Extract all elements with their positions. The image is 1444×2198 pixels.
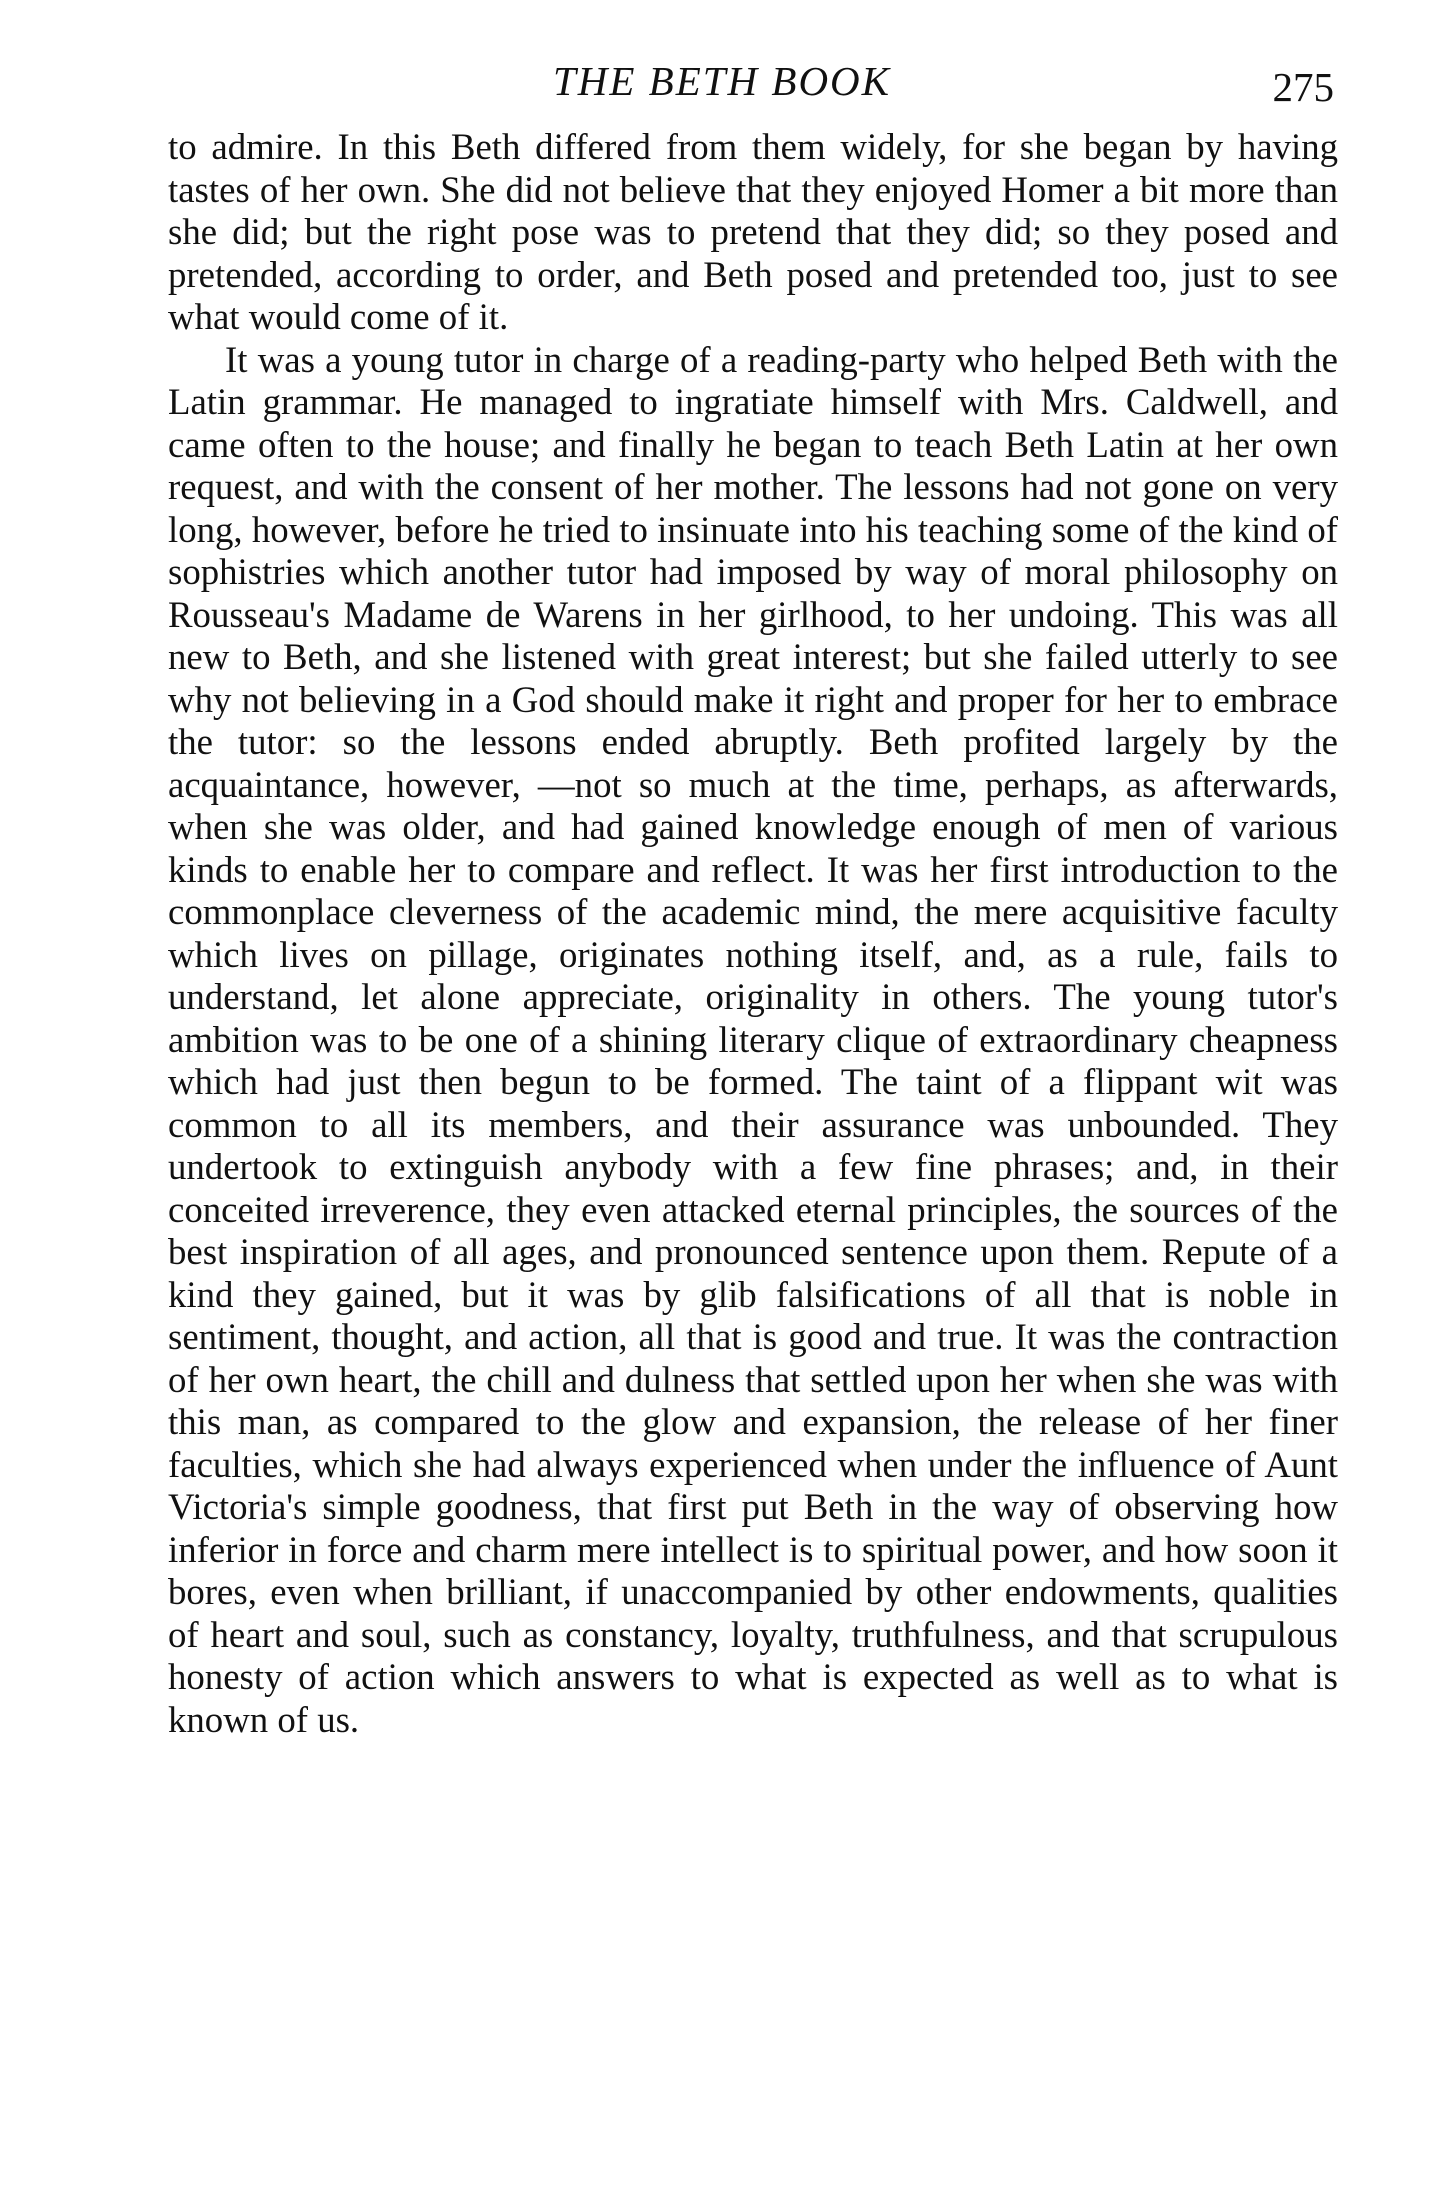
running-title: THE BETH BOOK: [552, 58, 892, 104]
paragraph-continued: to admire. In this Beth differed from them widely, for she began by having tastes of her own. She did not believe that they enjoyed Homer a bit more than she did; but the right pose was to pretend that they did; so they posed and pretended, according to order, and Beth posed and pretended too, just to see what would come of it.: [168, 126, 1338, 337]
page-number: 275: [1272, 64, 1334, 110]
body-text: [168, 126, 1338, 1741]
paragraph: It was a young tutor in charge of a reading-party who helped Beth with the Latin grammar. He managed to ingratiate himself with Mrs. Caldwell, and came often to the house; and finally he began to teach Beth Latin at her own request, and with the consent of her mother. The lessons had not gone on very long, however, before he tried to insinuate into his teaching some of the kind of sophistries which another tutor had imposed by way of moral philosophy on Rousseau's Madame de Warens in her girlhood, to her undoing. This was all new to Beth, and she listened with great interest; but she failed utterly to see why not believing in a God should make it right and proper for her to embrace the tutor: so the lessons ended abruptly. Beth profited largely by the acquaintance, however, —not so much at the time, perhaps, as afterwards, when she was older, and had gained knowledge enough of men of various kinds to enable her to compare and reflect. It was her first introduction to the commonplace cleverness of the academic mind, the mere acquisitive faculty which lives on pillage, originates nothing itself, and, as a rule, fails to understand, let alone appreciate, originality in others. The young tutor's ambition was to be one of a shining literary clique of extraordinary cheapness which had just then begun to be formed. The taint of a flippant wit was common to all its members, and their assurance was unbounded. They undertook to extinguish anybody with a few fine phrases; and, in their conceited irreverence, they even attacked eternal principles, the sources of the best inspiration of all ages, and pronounced sentence upon them. Repute of a kind they gained, but it was by glib falsifications of all that is noble in sentiment, thought, and action, all that is good and true. It was the contraction of her own heart, the chill and dulness that settled upon her when she was with this man, as compared to the glow and expansion, the release of her finer faculties, which she had always experienced when under the influence of Aunt Victoria's simple goodness, that first put Beth in the way of observing how inferior in force and charm mere intellect is to spiritual power, and how soon it bores, even when brilliant, if unaccompanied by other endowments, qualities of heart and soul, such as constancy, loyalty, truthfulness, and that scrupulous honesty of action which answers to what is expected as well as to what is known of us.: [168, 338, 1338, 1740]
